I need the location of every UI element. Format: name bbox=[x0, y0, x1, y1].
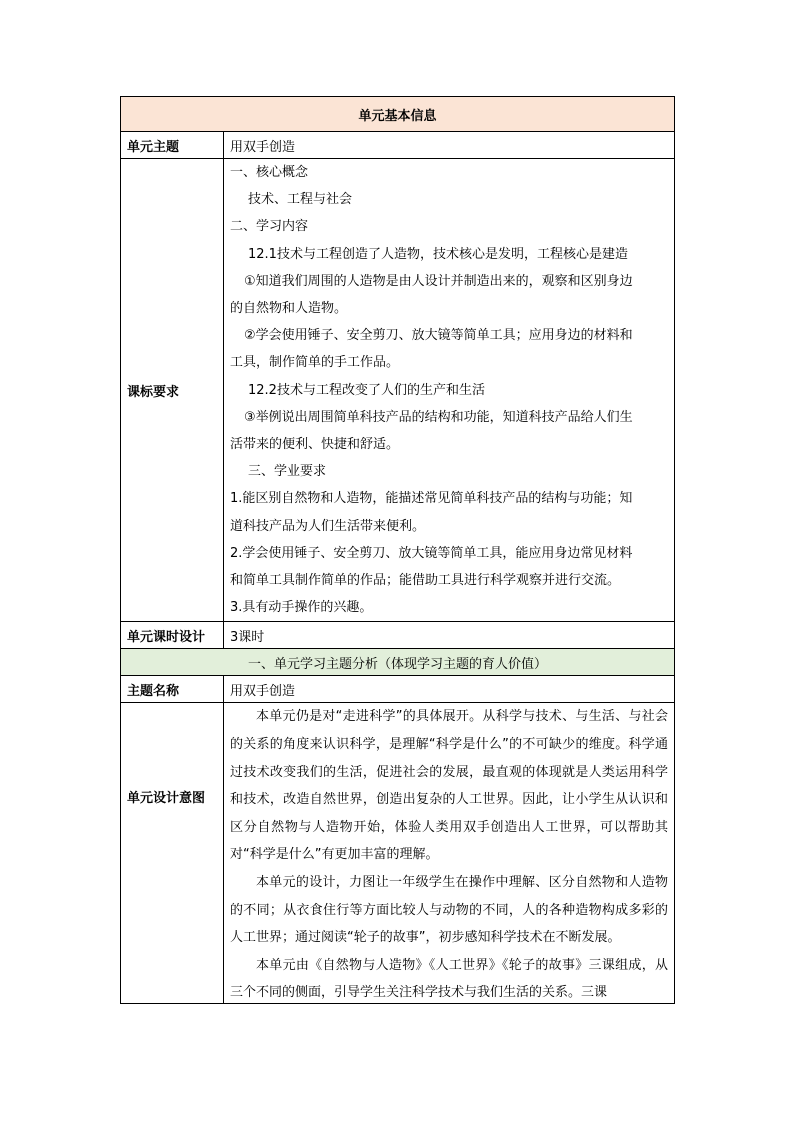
title-row bbox=[121, 97, 675, 132]
section1-heading: 一、单元学习主题分析（体现学习主题的育人价值） bbox=[121, 649, 675, 676]
standards-line: 技术、工程与社会 bbox=[248, 192, 353, 208]
unit-theme-label: 单元主题 bbox=[121, 132, 224, 159]
standards-line: 二、学习内容 bbox=[230, 219, 309, 235]
standards-line: 的自然物和人造物。 bbox=[230, 301, 348, 317]
standards-line: 12.1技术与工程创造了人造物，技术核心是发明，工程核心是建造 bbox=[248, 246, 628, 262]
standards-line: 3.具有动手操作的兴趣。 bbox=[230, 600, 373, 616]
unit-info-table bbox=[120, 96, 675, 1004]
standards-label: 课标要求 bbox=[121, 159, 224, 622]
section1-row bbox=[121, 649, 675, 676]
standards-line: 三、学业要求 bbox=[248, 464, 327, 480]
standards-line: 1.能区别自然物和人造物，能描述常见简单科技产品的结构与功能；知 bbox=[230, 491, 633, 507]
unit-hours-label: 单元课时设计 bbox=[121, 622, 224, 649]
standards-line: ③举例说出周围简单科技产品的结构和功能，知道科技产品给人们生 bbox=[244, 409, 633, 425]
standards-line: 活带来的便利、快捷和舒适。 bbox=[230, 437, 400, 453]
unit-hours-row bbox=[121, 622, 675, 649]
standards-line: 道科技产品为人们生活带来便利。 bbox=[230, 518, 426, 534]
design-intent-label: 单元设计意图 bbox=[121, 703, 224, 1004]
table-title: 单元基本信息 bbox=[121, 97, 675, 132]
theme-name-label: 主题名称 bbox=[121, 676, 224, 703]
intent-paragraph: 本单元由《自然物与人造物》《人工世界》《轮子的故事》三课组成，从三个不同的侧面，引导学生关注科学技术与我们生活的关系。三课 bbox=[230, 957, 669, 1001]
design-intent-content bbox=[224, 703, 675, 1004]
design-intent-row bbox=[121, 703, 675, 1004]
standards-line: 2.学会使用锤子、安全剪刀、放大镜等简单工具，能应用身边常见材料 bbox=[230, 545, 633, 561]
standards-line: 12.2技术与工程改变了人们的生产和生活 bbox=[248, 382, 485, 398]
standards-line: 和简单工具制作简单的作品；能借助工具进行科学观察并进行交流。 bbox=[230, 573, 621, 589]
standards-line: ②学会使用锤子、安全剪刀、放大镜等简单工具；应用身边的材料和 bbox=[244, 328, 633, 344]
standards-content bbox=[224, 159, 675, 622]
intent-paragraph: 本单元的设计，力图让一年级学生在操作中理解、区分自然物和人造物的不同；从衣食住行等方面比较人与动物的不同，人的各种造物构成多彩的人工世界；通过阅读“轮子的故事”，初步感知科学技术在不断发展。 bbox=[230, 875, 669, 946]
standards-line: ①知道我们周围的人造物是由人设计并制造出来的，观察和区别身边 bbox=[244, 273, 633, 289]
unit-hours-value: 3课时 bbox=[224, 622, 675, 649]
standards-line: 工具，制作简单的手工作品。 bbox=[230, 355, 400, 371]
theme-name-value: 用双手创造 bbox=[224, 676, 675, 703]
unit-theme-value: 用双手创造 bbox=[224, 132, 675, 159]
unit-theme-row bbox=[121, 132, 675, 159]
design-intent-text bbox=[230, 703, 668, 1003]
standards-line: 一、核心概念 bbox=[230, 165, 309, 180]
standards-row bbox=[121, 159, 675, 622]
intent-paragraph: 本单元仍是对“走进科学”的具体展开。从科学与技术、与生活、与社会的关系的角度来认识科学，是理解“科学是什么”的不可缺少的维度。科学通过技术改变我们的生活，促进社会的发展，最直观的体现就是人类运用科学和技术，改造自然世界，创造出复杂的人工世界。因此，让小学生从认识和区分自然物与人造物开始，体验人类用双手创造出人工世界，可以帮助其对“科学是什么”有更加丰富的理解。 bbox=[230, 709, 669, 863]
theme-name-row bbox=[121, 676, 675, 703]
